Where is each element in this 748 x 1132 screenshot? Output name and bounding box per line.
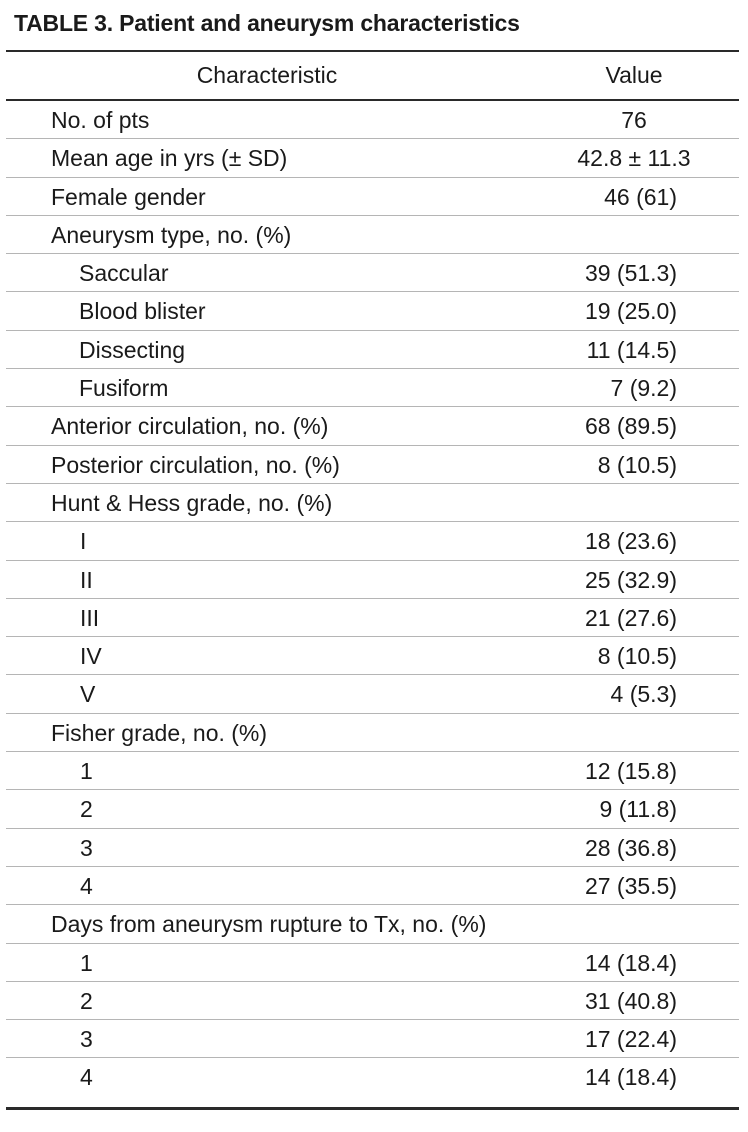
- row-label: 3: [80, 834, 93, 861]
- row-value: 39 (51.3): [584, 260, 677, 287]
- row-value: 8 (10.5): [597, 451, 677, 478]
- row-value: 17 (22.4): [584, 1026, 677, 1053]
- row-label: No. of pts: [51, 107, 150, 133]
- table-row: [6, 982, 739, 1020]
- table-row: [6, 101, 739, 139]
- row-label: Fusiform: [79, 375, 169, 402]
- row-value: 76: [621, 107, 647, 133]
- row-value: 28 (36.8): [584, 834, 677, 861]
- table-row: [6, 637, 739, 675]
- row-label: Days from aneurysm rupture to Tx, no. (%): [51, 911, 487, 938]
- row-label: II: [80, 566, 93, 593]
- table-header: [6, 52, 739, 99]
- table-row: [6, 369, 739, 407]
- row-value: 42.8 ± 11.3: [577, 145, 691, 172]
- row-value: 46 (61): [604, 183, 677, 210]
- table-row: [6, 752, 739, 790]
- table-row: [6, 905, 739, 943]
- row-label: Mean age in yrs (± SD): [51, 145, 288, 172]
- row-label: IV: [80, 643, 102, 670]
- table-row: [6, 522, 739, 560]
- column-header-characteristic: Characteristic: [196, 62, 338, 88]
- table-row: [6, 790, 739, 828]
- table-row: [6, 1058, 739, 1096]
- row-label: 2: [80, 796, 93, 823]
- table-bottom-rule: [6, 1107, 739, 1110]
- row-value: 14 (18.4): [584, 949, 677, 976]
- table-row: [6, 944, 739, 982]
- row-value: 9 (11.8): [599, 796, 677, 823]
- table-row: [6, 867, 739, 905]
- row-label: I: [80, 528, 87, 555]
- row-label: Fisher grade, no. (%): [51, 719, 268, 746]
- row-label: 1: [80, 758, 93, 785]
- table-row: [6, 178, 739, 216]
- row-label: Dissecting: [79, 336, 186, 363]
- row-label: 2: [80, 987, 93, 1014]
- table-title: TABLE 3. Patient and aneurysm characteristics: [14, 10, 520, 36]
- row-label: Blood blister: [79, 298, 206, 325]
- table-row: [6, 1020, 739, 1058]
- row-label: Posterior circulation, no. (%): [51, 451, 340, 478]
- row-value: 12 (15.8): [584, 758, 677, 785]
- row-label: 4: [80, 872, 93, 899]
- row-value: 27 (35.5): [584, 872, 677, 899]
- table-row: [6, 139, 739, 177]
- row-value: 7 (9.2): [610, 375, 677, 402]
- table-row: [6, 407, 739, 445]
- row-value: 21 (27.6): [584, 604, 677, 631]
- table-row: [6, 484, 739, 522]
- table-row: [6, 254, 739, 292]
- table-row: [6, 292, 739, 330]
- row-value: 11 (14.5): [586, 336, 677, 363]
- row-label: Saccular: [79, 260, 169, 287]
- row-label: Hunt & Hess grade, no. (%): [51, 489, 333, 516]
- row-label: III: [80, 604, 100, 631]
- table-row: [6, 446, 739, 484]
- table-row: [6, 675, 739, 713]
- column-header-value: Value: [605, 62, 663, 88]
- row-label: 1: [80, 949, 93, 976]
- table-row: [6, 714, 739, 752]
- table-row: [6, 829, 739, 867]
- row-label: V: [80, 681, 96, 708]
- row-label: Female gender: [51, 183, 206, 210]
- row-label: 3: [80, 1026, 93, 1053]
- row-value: 18 (23.6): [584, 528, 677, 555]
- table-body: [6, 101, 739, 1097]
- row-value: 14 (18.4): [584, 1064, 677, 1091]
- row-label: Anterior circulation, no. (%): [51, 413, 329, 440]
- row-label: 4: [80, 1064, 93, 1091]
- row-value: 25 (32.9): [584, 566, 677, 593]
- table-row: [6, 561, 739, 599]
- table-row: [6, 599, 739, 637]
- row-value: 31 (40.8): [584, 987, 677, 1014]
- row-value: 4 (5.3): [610, 681, 677, 708]
- table-row: [6, 216, 739, 254]
- table-row: [6, 331, 739, 369]
- row-value: 68 (89.5): [584, 413, 677, 440]
- row-value: 8 (10.5): [597, 643, 677, 670]
- row-label: Aneurysm type, no. (%): [51, 221, 292, 248]
- row-value: 19 (25.0): [584, 298, 677, 325]
